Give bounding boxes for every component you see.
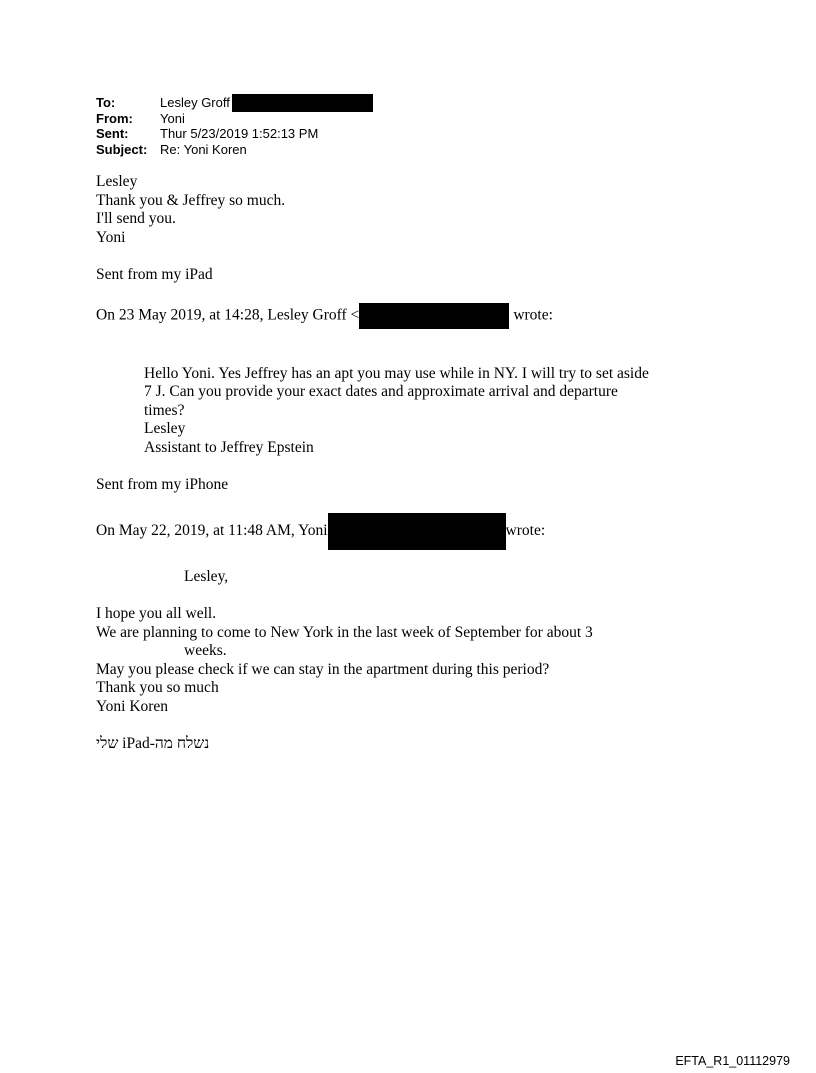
quote2-line: I hope you all well. <box>96 605 217 622</box>
quote2-attribution: On May 22, 2019, at 11:48 AM, Yoni wrote: <box>96 513 736 550</box>
redaction-box <box>359 303 509 329</box>
sent-value: Thur 5/23/2019 1:52:13 PM <box>160 126 319 141</box>
quote1-line: Assistant to Jeffrey Epstein <box>144 438 314 456</box>
to-label: To: <box>96 95 116 110</box>
quote1-attribution: On 23 May 2019, at 14:28, Lesley Groff < wrote: <box>96 303 736 329</box>
quote1-line: Hello Yoni. Yes Jeffrey has an apt you may use while in NY. I will try to set aside <box>144 364 649 382</box>
to-row <box>96 95 373 111</box>
reply-line: I'll send you. <box>96 210 176 227</box>
quote2-line: Thank you so much <box>96 679 219 696</box>
quote1-signature: Sent from my iPhone <box>96 475 229 493</box>
to-value: Lesley Groff <box>160 95 373 111</box>
reply-line: Yoni <box>96 228 126 246</box>
quote1-line: 7 J. Can you provide your exact dates and approximate arrival and departure <box>144 383 618 400</box>
quote2-line: Yoni Koren <box>96 697 169 715</box>
quote2-line: We are planning to come to New York in the last week of September for about 3 <box>96 623 593 641</box>
reply-line: Lesley <box>96 173 138 190</box>
quote2-greeting: Lesley, <box>184 568 229 585</box>
sent-row <box>96 126 373 142</box>
from-value: Yoni <box>160 110 185 126</box>
quote1-line: Lesley <box>144 420 186 437</box>
from-row <box>96 111 373 127</box>
from-label: From: <box>96 110 133 126</box>
quote2-line: May you please check if we can stay in the apartment during this period? <box>96 660 550 678</box>
quote1-block <box>96 365 736 458</box>
quote1-line: times? <box>144 401 185 419</box>
quote2-signature: נשלח מה-iPad שלי <box>96 734 210 752</box>
email-body <box>96 173 736 753</box>
subject-value: Re: Yoni Koren <box>160 141 247 157</box>
subject-row <box>96 142 373 158</box>
redaction-box <box>232 94 373 112</box>
redaction-box <box>328 513 506 550</box>
document-id: EFTA_R1_01112979 <box>675 1054 790 1068</box>
quote2-line-continuation: weeks. <box>184 642 227 659</box>
subject-label: Subject: <box>96 141 148 157</box>
reply-signature: Sent from my iPad <box>96 265 213 283</box>
sent-label: Sent: <box>96 126 129 141</box>
reply-line: Thank you & Jeffrey so much. <box>96 191 286 209</box>
email-header <box>96 95 373 157</box>
